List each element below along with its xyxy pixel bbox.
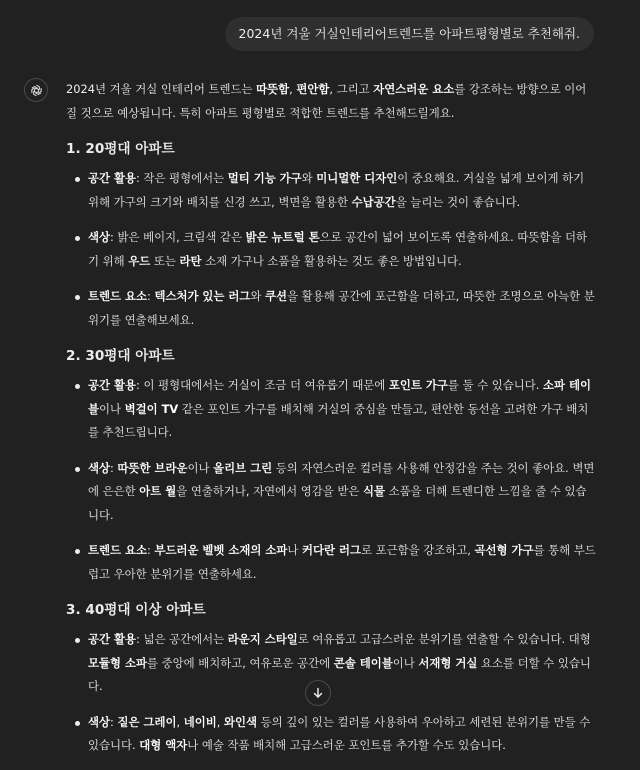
list-item: [66, 167, 596, 214]
list-item: [66, 539, 596, 586]
bold-text: 따뜻한 브라운: [117, 460, 188, 475]
bold-text: 와인색: [223, 714, 257, 729]
bold-text: 수납공간: [351, 194, 396, 209]
bold-text: 부드러운 벨벳 소재의 소파: [154, 543, 288, 557]
bold-text: 텍스처가 있는 러그: [154, 289, 251, 303]
bold-text: 벽걸이 TV: [124, 401, 179, 416]
text-run: 이나: [392, 655, 419, 670]
list-item: [66, 226, 596, 273]
text-run: 를 중앙에 배치하고, 여유로운 공간에: [146, 655, 334, 670]
text-run: : 넓은 공간에서는: [135, 632, 228, 646]
bold-text: 모듈형 소파: [88, 655, 147, 670]
bullet-list: [66, 374, 596, 586]
bold-text: 따뜻함: [256, 82, 290, 96]
text-run: , 그리고: [329, 82, 374, 96]
bold-text: 곡선형 가구: [474, 543, 534, 557]
bold-text: 라운지 스타일: [227, 632, 298, 646]
section-heading: 2. 30평대 아파트: [66, 348, 175, 364]
text-run: 이 중요해요. 거실을 넓게 보이게 하기 위해 가구의 크기와 배치를 신경 쓰고, 벽면을 활용한: [88, 171, 585, 209]
bold-text: 밝은 뉴트럴 톤: [245, 230, 320, 244]
bullet-list: [66, 167, 596, 332]
intro-paragraph: [66, 78, 596, 125]
text-run: 등의 자연스러운 컬러를 사용해 안정감을 주는 것이 좋아요. 벽면에 은은한: [88, 460, 595, 498]
text-run: 으로 공간이 넓어 보이도록 연출하세요. 따뜻함을 더하기 위해: [88, 230, 587, 268]
bold-text: 네이비: [183, 714, 217, 729]
scroll-to-bottom-button[interactable]: [305, 680, 331, 706]
bold-text: 포인트 가구: [388, 378, 448, 392]
text-run: 를 둘 수 있습니다.: [447, 378, 543, 392]
text-run: 나: [287, 543, 303, 557]
text-run: 을 늘리는 것이 좋습니다.: [395, 194, 521, 209]
bold-text: 색상: [88, 714, 111, 729]
text-run: 을 연출하거나, 자연에서 영감을 받은: [176, 484, 364, 498]
text-run: 나 예술 작품 배치해 고급스러운 포인트를 추가할 수도 있습니다.: [187, 738, 506, 752]
arrow-down-icon: [312, 687, 324, 699]
text-run: ,: [176, 714, 184, 729]
text-run: 소품을 더해 트렌디한 느낌을 줄 수 있습니다.: [88, 484, 587, 522]
bold-text: 공간 활용: [88, 632, 136, 646]
text-run: 등의 깊이 있는 컬러를 사용하여 우아하고 세련된 분위기를 만들 수 있습니다.: [88, 714, 591, 752]
bold-text: 쿠션: [265, 289, 288, 303]
bold-text: 우드: [128, 253, 151, 268]
bold-text: 올리브 그린: [213, 460, 273, 475]
text-run: 소재 가구나 소품을 활용하는 것도 좋은 방법입니다.: [201, 253, 462, 268]
bold-text: 멀티 기능 가구: [227, 171, 302, 185]
bold-text: 색상: [88, 230, 111, 244]
section-heading: 1. 20평대 아파트: [66, 141, 175, 157]
sections-container: [66, 137, 596, 758]
openai-logo-icon: [29, 83, 44, 98]
assistant-message: [66, 78, 596, 770]
text-run: 을 활용해 공간에 포근함을 더하고, 따뜻한 조명으로 아늑한 분위기를 연출해보세요.: [88, 289, 595, 327]
text-run: ,: [289, 82, 297, 96]
text-run: 이나: [99, 401, 125, 416]
bold-text: 아트 월: [139, 484, 177, 498]
text-run: 같은 포인트 가구를 배치해 거실의 중심을 만들고, 편안한 동선을 고려한 가구 배치를 추천드립니다.: [88, 401, 589, 439]
text-run: :: [110, 714, 118, 729]
bold-text: 미니멀한 디자인: [316, 171, 398, 185]
bold-text: 서재형 거실: [418, 655, 478, 670]
bold-text: 편안함: [296, 82, 330, 96]
bold-text: 색상: [88, 460, 111, 475]
text-run: 로 포근함을 강조하고,: [361, 543, 475, 557]
section-heading: 3. 40평대 이상 아파트: [66, 602, 206, 618]
text-run: 2024년 겨울 거실 인테리어 트렌드는: [66, 82, 257, 96]
list-item: [66, 285, 596, 332]
text-run: 이나: [187, 460, 214, 475]
bold-text: 콘솔 테이블: [333, 655, 393, 670]
text-run: 또는: [150, 253, 180, 268]
bold-text: 공간 활용: [88, 171, 136, 185]
text-run: 요소를 더할 수 있습니다.: [88, 655, 591, 693]
text-run: 와: [301, 171, 317, 185]
text-run: :: [146, 543, 155, 557]
list-item: [66, 628, 596, 699]
assistant-avatar: [24, 78, 48, 102]
bold-text: 식물: [363, 484, 386, 498]
bold-text: 짙은 그레이: [117, 714, 177, 729]
text-run: ,: [216, 714, 224, 729]
list-item: [66, 374, 596, 445]
bold-text: 라탄: [179, 253, 202, 268]
bold-text: 공간 활용: [88, 378, 136, 392]
text-run: 와: [250, 289, 266, 303]
text-run: : 밝은 베이지, 크림색 같은: [110, 230, 246, 244]
bold-text: 커다란 러그: [302, 543, 361, 557]
text-run: 를 통해 부드럽고 우아한 분위기를 연출하세요.: [88, 543, 596, 581]
text-run: :: [110, 460, 118, 475]
text-run: : 이 평형대에서는 거실이 조금 더 여유롭기 때문에: [135, 378, 389, 392]
text-run: 를 강조하는 방향으로 이어질 것으로 예상됩니다. 특히 아파트 평형별로 적합한 트렌드를 추천해드릴게요.: [66, 82, 587, 120]
text-run: : 작은 평형에서는: [135, 171, 228, 185]
bold-text: 트렌드 요소: [88, 543, 147, 557]
list-item: [66, 457, 596, 528]
bullet-list: [66, 628, 596, 758]
list-item: [66, 711, 596, 758]
bold-text: 소파 테이블: [88, 378, 591, 416]
bold-text: 트렌드 요소: [88, 289, 147, 303]
user-message-bubble: 2024년 겨울 거실인테리어트렌드를 아파트평형별로 추천해줘.: [225, 17, 594, 51]
text-run: :: [146, 289, 155, 303]
text-run: 로 여유롭고 고급스러운 분위기를 연출할 수 있습니다. 대형: [297, 632, 591, 646]
bold-text: 자연스러운 요소: [373, 82, 455, 96]
bold-text: 대형 액자: [139, 738, 188, 752]
